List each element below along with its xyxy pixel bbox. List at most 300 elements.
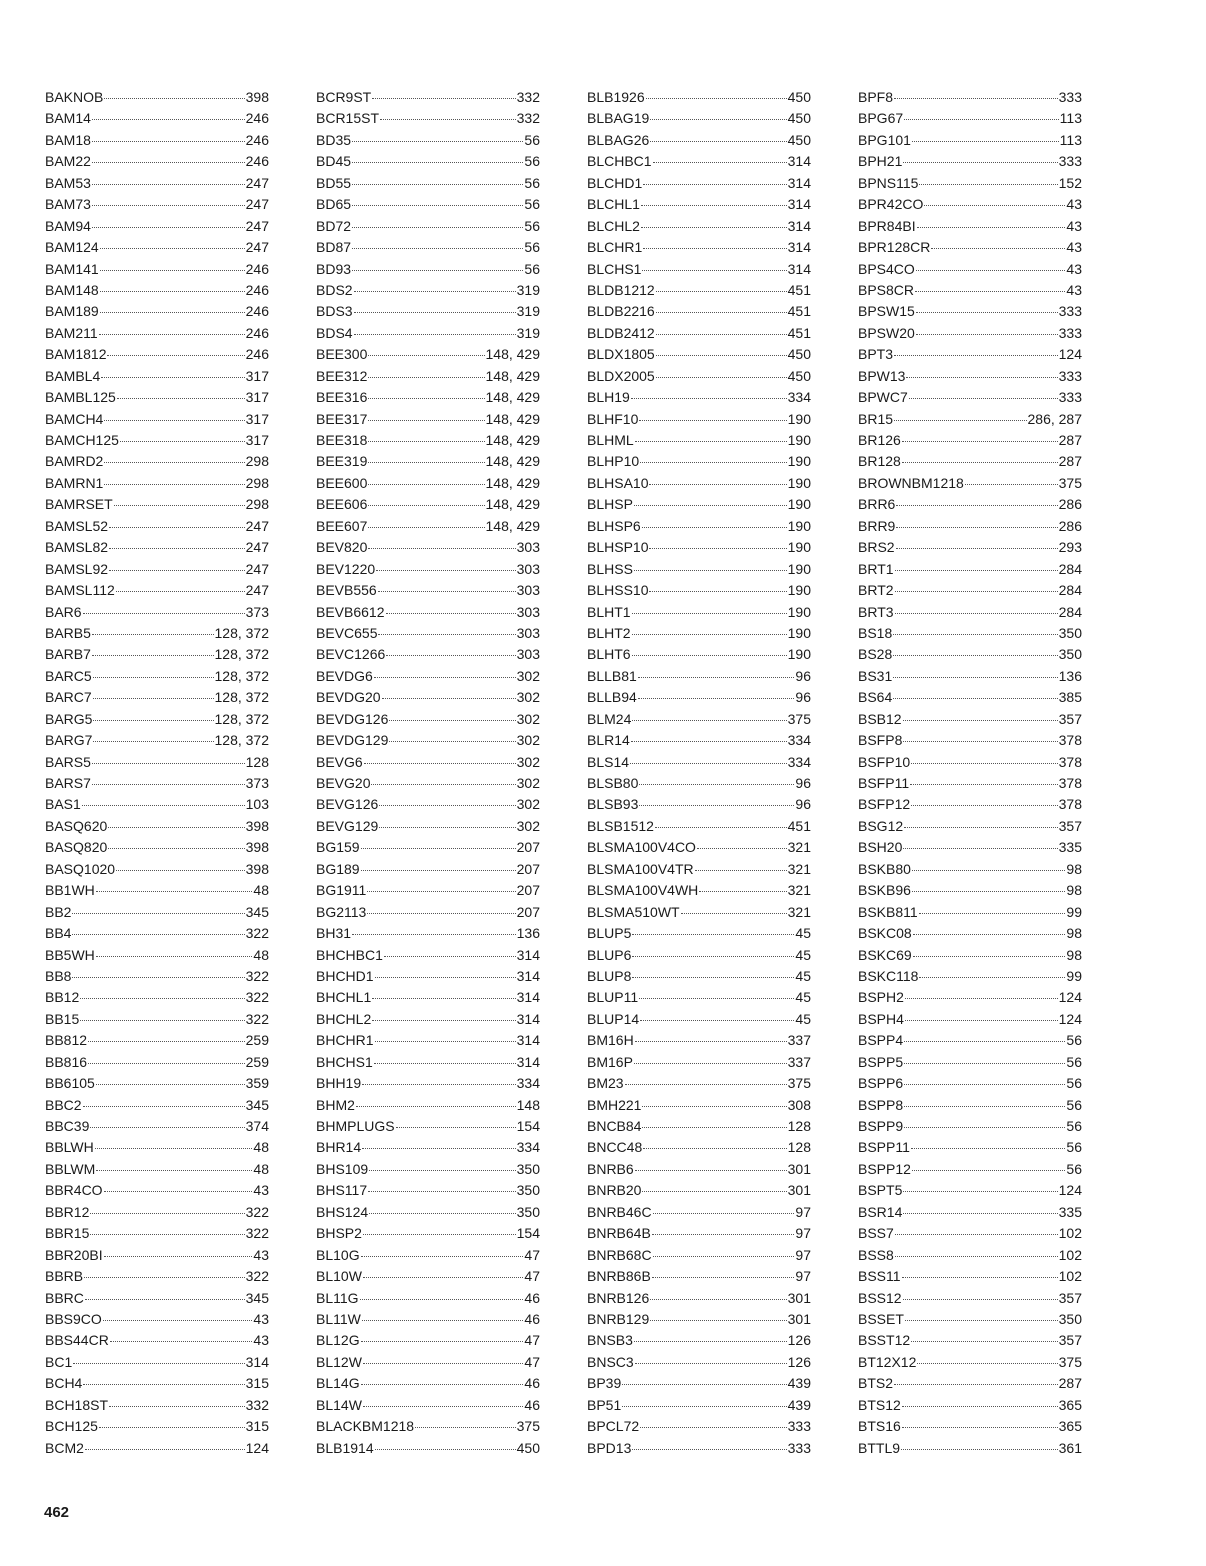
page-reference: 96	[795, 689, 811, 706]
index-entry	[45, 880, 269, 901]
index-entry	[858, 1245, 1082, 1266]
page-reference: 302	[516, 753, 540, 770]
dot-leader	[630, 763, 787, 764]
product-code: BHCHBC1	[316, 946, 383, 963]
dot-leader	[904, 1084, 1065, 1085]
product-code: BBC39	[45, 1118, 90, 1134]
product-code: BSKC08	[858, 925, 912, 942]
dot-leader	[96, 1084, 245, 1085]
index-entry	[316, 1438, 540, 1459]
page-reference: 302	[516, 710, 540, 727]
dot-leader	[894, 1384, 1058, 1385]
product-code: BLCHL1	[587, 196, 640, 213]
product-code: BB6105	[45, 1075, 95, 1092]
dot-leader	[622, 1384, 786, 1385]
page-reference: 128, 372	[214, 689, 269, 706]
dot-leader	[92, 184, 245, 185]
dot-leader	[632, 977, 794, 978]
page-reference: 48	[253, 1160, 269, 1177]
dot-leader	[632, 1449, 786, 1450]
page-reference: 303	[516, 646, 540, 663]
page-reference: 439	[787, 1375, 811, 1392]
product-code: BM16H	[587, 1032, 634, 1049]
dot-leader	[120, 441, 245, 442]
page-reference: 374	[245, 1118, 269, 1134]
page-reference: 333	[787, 1418, 811, 1435]
index-entry	[858, 194, 1082, 215]
product-code: BEVC1266	[316, 646, 386, 663]
page-reference: 319	[516, 281, 540, 298]
dot-leader	[99, 334, 245, 335]
dot-leader	[916, 312, 1058, 313]
page-reference: 314	[787, 196, 811, 213]
product-code: BTS12	[858, 1396, 901, 1413]
index-entry	[45, 1116, 269, 1137]
dot-leader	[697, 848, 787, 849]
page-reference: 303	[516, 539, 540, 556]
dot-leader	[109, 527, 245, 528]
page-reference: 136	[1058, 667, 1082, 684]
page-reference: 152	[1058, 174, 1082, 191]
dot-leader	[85, 1299, 245, 1300]
index-entry	[858, 902, 1082, 923]
product-code: BDS4	[316, 324, 353, 341]
product-code: BPS4CO	[858, 260, 915, 277]
product-code: BBR20BI	[45, 1246, 103, 1263]
page-number: 462	[44, 1504, 70, 1521]
index-entry	[587, 87, 811, 108]
product-code: BHSP2	[316, 1225, 362, 1242]
page-reference: 126	[787, 1332, 811, 1349]
dot-leader	[643, 1148, 786, 1149]
index-entry	[858, 1309, 1082, 1330]
product-code: BG1911	[316, 882, 367, 899]
page-reference: 56	[524, 239, 540, 256]
page-reference: 124	[1058, 1182, 1082, 1199]
dot-leader	[107, 355, 244, 356]
index-entry	[45, 666, 269, 687]
product-code: BLSB80	[587, 775, 639, 791]
index-entry	[316, 859, 540, 880]
index-entry	[45, 151, 269, 172]
index-entry	[858, 344, 1082, 365]
product-code: BSPH2	[858, 989, 904, 1006]
index-entry	[45, 1223, 269, 1244]
page-reference: 317	[245, 410, 269, 427]
product-code: BL11G	[316, 1289, 359, 1306]
index-entry	[316, 1052, 540, 1073]
product-code: BNRB126	[587, 1289, 650, 1306]
index-entry	[858, 1052, 1082, 1073]
product-code: BP51	[587, 1396, 622, 1413]
dot-leader	[90, 1234, 244, 1235]
index-entry	[587, 559, 811, 580]
page-reference: 322	[245, 925, 269, 942]
product-code: BAM1812	[45, 346, 107, 363]
index-entry	[858, 537, 1082, 558]
dot-leader	[368, 484, 484, 485]
page-reference: 148, 429	[485, 367, 540, 384]
index-entry	[858, 301, 1082, 322]
product-code: BSPP12	[858, 1160, 911, 1177]
index-entry	[316, 151, 540, 172]
index-entry	[316, 580, 540, 601]
product-code: BB812	[45, 1032, 88, 1049]
product-code: BAMSL112	[45, 582, 115, 599]
dot-leader	[379, 827, 515, 828]
index-entry	[45, 966, 269, 987]
index-entry	[587, 1395, 811, 1416]
product-code: BB8	[45, 967, 72, 984]
index-entry	[316, 344, 540, 365]
page-reference: 345	[245, 903, 269, 920]
index-entry	[858, 473, 1082, 494]
index-entry	[858, 987, 1082, 1008]
product-code: BLLB94	[587, 689, 637, 706]
index-entry	[45, 773, 269, 794]
product-code: BLHF10	[587, 410, 639, 427]
page-reference: 47	[524, 1246, 540, 1263]
product-code: BDS3	[316, 303, 353, 320]
index-entry	[858, 752, 1082, 773]
product-code: BLHSP6	[587, 517, 641, 534]
dot-leader	[906, 377, 1057, 378]
index-entry	[858, 430, 1082, 451]
page-reference: 321	[787, 839, 811, 856]
product-code: BSFP12	[858, 796, 911, 813]
page-reference: 450	[787, 131, 811, 148]
index-entry	[45, 644, 269, 665]
index-entry	[587, 537, 811, 558]
index-entry	[45, 1266, 269, 1287]
index-entry	[45, 1395, 269, 1416]
dot-leader	[656, 334, 787, 335]
product-code: BBS44CR	[45, 1332, 109, 1349]
index-entry	[587, 1052, 811, 1073]
index-entry	[316, 430, 540, 451]
dot-leader	[642, 1127, 786, 1128]
product-code: BB15	[45, 1010, 80, 1027]
index-entry	[316, 537, 540, 558]
index-entry	[316, 880, 540, 901]
product-code: BG159	[316, 839, 360, 856]
product-code: BRR9	[858, 517, 896, 534]
index-entry	[587, 1352, 811, 1373]
dot-leader	[361, 1256, 524, 1257]
dot-leader	[368, 420, 484, 421]
dot-leader	[650, 119, 786, 120]
product-code: BNRB86B	[587, 1268, 651, 1285]
dot-leader	[903, 1213, 1057, 1214]
dot-leader	[904, 1106, 1065, 1107]
product-code: BAMCH4	[45, 410, 104, 427]
dot-leader	[904, 1063, 1065, 1064]
dot-leader	[372, 1020, 515, 1021]
product-code: BBRB	[45, 1268, 84, 1285]
page-reference: 337	[787, 1053, 811, 1070]
dot-leader	[88, 1041, 245, 1042]
product-code: BAM53	[45, 174, 91, 191]
dot-leader	[363, 1406, 524, 1407]
page-reference: 314	[516, 989, 540, 1006]
dot-leader	[893, 634, 1057, 635]
index-column-4	[858, 87, 1082, 1459]
product-code: BAM73	[45, 196, 91, 213]
page-reference: 284	[1058, 582, 1082, 599]
index-entry	[45, 709, 269, 730]
page-reference: 46	[524, 1310, 540, 1327]
product-code: BCH4	[45, 1375, 83, 1392]
page-reference: 314	[516, 1053, 540, 1070]
page-reference: 246	[245, 131, 269, 148]
index-entry	[316, 945, 540, 966]
product-code: BLDB2216	[587, 303, 655, 320]
index-entry	[316, 1395, 540, 1416]
dot-leader	[634, 570, 787, 571]
page-reference: 357	[1058, 710, 1082, 727]
dot-leader	[103, 1320, 253, 1321]
index-entry	[45, 1416, 269, 1437]
product-code: BARB5	[45, 624, 91, 641]
index-entry	[45, 623, 269, 644]
index-entry	[858, 644, 1082, 665]
page-reference: 315	[245, 1375, 269, 1392]
product-code: BAM141	[45, 260, 99, 277]
index-entry	[45, 1202, 269, 1223]
index-entry	[858, 794, 1082, 815]
product-code: BSPP9	[858, 1118, 904, 1134]
page-reference: 450	[787, 89, 811, 105]
product-code: BC1	[45, 1353, 73, 1370]
dot-leader	[653, 1256, 795, 1257]
index-entry	[587, 151, 811, 172]
dot-leader	[356, 1106, 516, 1107]
page-reference: 308	[787, 1096, 811, 1113]
page-reference: 56	[1066, 1118, 1082, 1134]
product-code: BLCHS1	[587, 260, 642, 277]
product-code: BNSB3	[587, 1332, 633, 1349]
index-entry	[858, 1202, 1082, 1223]
dot-leader	[893, 655, 1057, 656]
dot-leader	[903, 1191, 1057, 1192]
page-reference: 259	[245, 1053, 269, 1070]
dot-leader	[352, 205, 523, 206]
dot-leader	[372, 998, 515, 999]
index-entry	[45, 108, 269, 129]
product-code: BD72	[316, 217, 352, 234]
product-code: BR126	[858, 432, 901, 448]
product-code: BEE300	[316, 346, 368, 363]
product-code: BAMSL82	[45, 539, 109, 556]
product-code: BD35	[316, 131, 352, 148]
dot-leader	[83, 1384, 244, 1385]
page-reference: 207	[516, 903, 540, 920]
index-entry	[587, 1202, 811, 1223]
page-reference: 190	[787, 517, 811, 534]
page-reference: 46	[524, 1289, 540, 1306]
page-reference: 287	[1058, 453, 1082, 470]
page-reference: 56	[524, 131, 540, 148]
product-code: BSKC69	[858, 946, 912, 963]
page-reference: 337	[787, 1032, 811, 1049]
page-reference: 332	[516, 110, 540, 127]
index-entry	[858, 730, 1082, 751]
index-entry	[45, 1245, 269, 1266]
page-reference: 124	[1058, 346, 1082, 363]
index-entry	[45, 473, 269, 494]
page-reference: 398	[245, 839, 269, 856]
page-reference: 319	[516, 324, 540, 341]
page-reference: 359	[245, 1075, 269, 1092]
index-entry	[587, 902, 811, 923]
dot-leader	[92, 162, 245, 163]
page-reference: 350	[516, 1182, 540, 1199]
dot-leader	[622, 1406, 786, 1407]
index-entry	[316, 87, 540, 108]
page-reference: 102	[1058, 1268, 1082, 1285]
page-reference: 247	[245, 174, 269, 191]
dot-leader	[656, 377, 787, 378]
dot-leader	[374, 677, 516, 678]
page-reference: 190	[787, 432, 811, 448]
product-code: BAS1	[45, 796, 81, 813]
index-entry	[45, 580, 269, 601]
index-entry	[45, 730, 269, 751]
index-entry	[587, 1030, 811, 1051]
product-code: BEV1220	[316, 560, 376, 577]
dot-leader	[114, 505, 245, 506]
product-code: BLR14	[587, 732, 630, 749]
index-entry	[587, 323, 811, 344]
page-reference: 375	[787, 710, 811, 727]
product-code: BARG5	[45, 710, 93, 727]
index-entry	[316, 1416, 540, 1437]
page-reference: 385	[1058, 689, 1082, 706]
dot-leader	[90, 1213, 244, 1214]
dot-leader	[640, 1020, 794, 1021]
index-entry	[316, 1309, 540, 1330]
dot-leader	[895, 1256, 1058, 1257]
page-reference: 334	[787, 389, 811, 406]
dot-leader	[352, 934, 516, 935]
dot-leader	[650, 141, 786, 142]
dot-leader	[372, 98, 515, 99]
page-reference: 247	[245, 239, 269, 256]
index-entry	[316, 173, 540, 194]
dot-leader	[386, 613, 516, 614]
page-reference: 333	[1058, 324, 1082, 341]
dot-leader	[638, 698, 795, 699]
product-code: BHR14	[316, 1139, 362, 1156]
product-code: BEVG6	[316, 753, 363, 770]
index-entry	[45, 794, 269, 815]
page-reference: 357	[1058, 817, 1082, 834]
page-reference: 190	[787, 646, 811, 663]
page-reference: 45	[795, 967, 811, 984]
dot-leader	[73, 1363, 244, 1364]
page-reference: 148	[516, 1096, 540, 1113]
dot-leader	[904, 1127, 1065, 1128]
index-entry	[316, 516, 540, 537]
page-reference: 43	[1066, 260, 1082, 277]
product-code: BAR6	[45, 603, 82, 620]
page-reference: 450	[787, 346, 811, 363]
product-code: BSPT5	[858, 1182, 903, 1199]
page-reference: 365	[1058, 1418, 1082, 1435]
product-code: BAM18	[45, 131, 91, 148]
page-reference: 47	[524, 1332, 540, 1349]
dot-leader	[901, 1449, 1058, 1450]
index-entry	[45, 1009, 269, 1030]
index-entry	[858, 216, 1082, 237]
product-code: BARG7	[45, 732, 93, 749]
page-reference: 314	[787, 174, 811, 191]
dot-leader	[367, 913, 515, 914]
index-entry	[45, 173, 269, 194]
index-entry	[316, 366, 540, 387]
dot-leader	[896, 527, 1057, 528]
index-entry	[45, 494, 269, 515]
product-code: BL14G	[316, 1375, 360, 1392]
dot-leader	[83, 1106, 245, 1107]
index-entry	[45, 216, 269, 237]
index-entry	[587, 473, 811, 494]
product-code: BPG67	[858, 110, 904, 127]
page-reference: 322	[245, 1203, 269, 1220]
product-code: BD87	[316, 239, 352, 256]
dot-leader	[640, 462, 786, 463]
index-entry	[858, 923, 1082, 944]
dot-leader	[903, 848, 1057, 849]
index-entry	[587, 966, 811, 987]
page-reference: 154	[516, 1225, 540, 1242]
index-entry	[858, 1159, 1082, 1180]
index-entry	[45, 1137, 269, 1158]
index-entry	[45, 1159, 269, 1180]
product-code: BAMSL52	[45, 517, 109, 534]
page-reference: 45	[795, 925, 811, 942]
product-code: BLHSS10	[587, 582, 649, 599]
index-entry	[587, 987, 811, 1008]
index-entry	[316, 1352, 540, 1373]
dot-leader	[384, 956, 516, 957]
dot-leader	[919, 913, 1066, 914]
index-entry	[587, 1137, 811, 1158]
dot-leader	[100, 270, 245, 271]
product-code: BHCHL1	[316, 989, 372, 1006]
page-reference: 298	[245, 496, 269, 513]
index-entry	[587, 1309, 811, 1330]
product-code: BHS117	[316, 1182, 368, 1199]
product-code: BD93	[316, 260, 352, 277]
product-code: BSKC118	[858, 967, 919, 984]
index-entry	[858, 108, 1082, 129]
dot-leader	[104, 484, 244, 485]
page-reference: 334	[516, 1139, 540, 1156]
dot-leader	[634, 505, 787, 506]
product-code: BPR84BI	[858, 217, 916, 234]
dot-leader	[374, 1063, 516, 1064]
dot-leader	[902, 1406, 1058, 1407]
index-entry	[45, 837, 269, 858]
page-reference: 97	[795, 1246, 811, 1263]
dot-leader	[632, 613, 787, 614]
page-reference: 98	[1066, 882, 1082, 899]
dot-leader	[352, 141, 523, 142]
page-reference: 302	[516, 796, 540, 813]
dot-leader	[910, 784, 1058, 785]
index-entry	[587, 301, 811, 322]
